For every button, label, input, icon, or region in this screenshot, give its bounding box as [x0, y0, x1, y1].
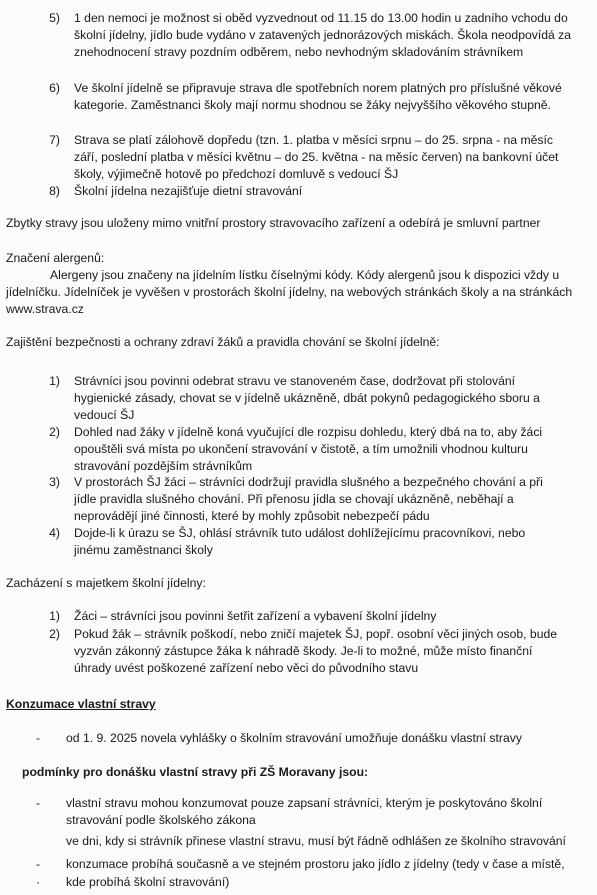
rule-number: 7)	[49, 133, 60, 147]
safety-text: Dojde-li k úrazu se ŠJ, ohlásí strávník tuto událost dohlížejícímu pracovníkovi, nebo jinému zaměstnanci školy	[74, 526, 526, 557]
safety-text: V prostorách ŠJ žáci – strávníci dodržují pravidla slušného a bezpečného chování a při jídle pravidla slušného chování. Při přenosu jídla se chovají ukázněně, neběhají a neprovádějí jiné činnosti, které by mohly způsobit nebezpečí pádu	[74, 475, 543, 523]
rule-item	[0, 80, 597, 132]
dot-marker: ·	[36, 875, 41, 889]
rule-number: 8)	[49, 184, 60, 198]
dash-marker: -	[36, 857, 41, 871]
property-text: Žáci – strávníci jsou povinni šetřit zařízení a vybavení školní jídelny	[74, 609, 437, 623]
safety-number: 1)	[49, 374, 60, 388]
allergens-text: Alergeny jsou značeny na jídelním lístku číselnými kódy. Kódy alergenů jsou k dispozici vždy u jídelníčku. Jídelníček je vyvěšen v prostorách školní jídelny, na webových stránkách školy a na stránkách www.strava.cz	[6, 268, 573, 316]
rule-number: 6)	[49, 81, 60, 95]
allergens-heading: Značení alergenů:	[6, 251, 105, 265]
safety-number: 2)	[49, 425, 60, 439]
dash-marker: -	[36, 796, 41, 810]
own-food-subheading: podmínky pro donášku vlastní stravy při ZŠ Moravany jsou:	[22, 765, 369, 779]
rule-number: 5)	[49, 11, 60, 25]
condition-text: vlastní stravu mohou konzumovat pouze zapsaní strávníci, kterým je poskytováno školní stravování podle školského zákona	[66, 796, 543, 827]
leftovers-paragraph: Zbytky stravy jsou uloženy mimo vnitřní prostory stravovacího zařízení a odebírá je smluvní partner	[6, 216, 541, 230]
safety-heading: Zajištění bezpečnosti a ochrany zdraví žáků a pravidla chování se školní jídelně:	[6, 335, 440, 349]
condition-text: kde probíhá školní stravování)	[66, 875, 230, 889]
property-heading: Zacházení s majetkem školní jídelny:	[6, 576, 206, 590]
property-text: Pokud žák – strávník poškodí, nebo zničí majetek ŠJ, popř. osobní věci jiných osob, bude vyzván zákonný zástupce žáka k náhradě škody. Je-li to možné, může místo finanční úhrady uvést poškozené zařízení nebo věci do původního stavu	[74, 627, 558, 675]
rule-item	[0, 10, 597, 80]
safety-text: Dohled nad žáky v jídelně koná vyučující dle rozpisu dohledu, který dbá na to, aby žáci opouštěli svá místa po ukončení stravování v čistotě, a tím umožnili vhodnou kulturu stravování pozdějším strávníkům	[74, 425, 543, 473]
safety-number: 3)	[49, 475, 60, 489]
dash-marker: -	[36, 731, 41, 745]
rule-text: Strava se platí zálohově dopředu (tzn. 1. platba v měsíci srpnu – do 25. srpna - na měsíc září, poslední platba v měsíci květnu – do 25. května - na měsíc červen) na bankovní účet školy, výjimečně hotově po předchozí domluvě s vedoucí ŠJ	[74, 133, 559, 181]
condition-text: konzumace probíhá současně a ve stejném prostoru jako jídlo z jídelny (tedy v čase a místě,	[66, 857, 565, 871]
rule-text: Ve školní jídelně se připravuje strava dle spotřebních norem platných pro příslušné věkové kategorie. Zaměstnanci školy mají normu shodnou se žáky nejvyššího věkového stupně.	[74, 81, 562, 112]
safety-number: 4)	[49, 526, 60, 540]
rule-item	[0, 183, 597, 201]
safety-text: Strávníci jsou povinni odebrat stravu ve stanoveném čase, dodržovat při stolování hygienické zásady, chovat se v jídelně ukázněně, dbát pokynů pedagogického sboru a vedoucí ŠJ	[74, 374, 540, 422]
rule-text: Školní jídelna nezajišťuje dietní stravování	[74, 184, 303, 198]
condition-text: ve dni, kdy si strávník přinese vlastní stravu, musí být řádně odhlášen ze školního stravování	[66, 834, 566, 848]
own-food-intro-text: od 1. 9. 2025 novela vyhlášky o školním stravování umožňuje donášku vlastní stravy	[66, 731, 522, 745]
property-number: 2)	[49, 627, 60, 641]
property-number: 1)	[49, 609, 60, 623]
rule-item	[0, 132, 597, 184]
own-food-heading: Konzumace vlastní stravy	[6, 697, 156, 711]
rule-text: 1 den nemoci je možnost si oběd vyzvednout od 11.15 do 13.00 hodin u zadního vchodu do školní jídelny, jídlo bude vydáno v zatavených jednorázových miskách. Škola neodpovídá za znehodnocení stravy pozdním odběrem, nebo nevhodným skladováním strávníkem	[74, 11, 572, 59]
